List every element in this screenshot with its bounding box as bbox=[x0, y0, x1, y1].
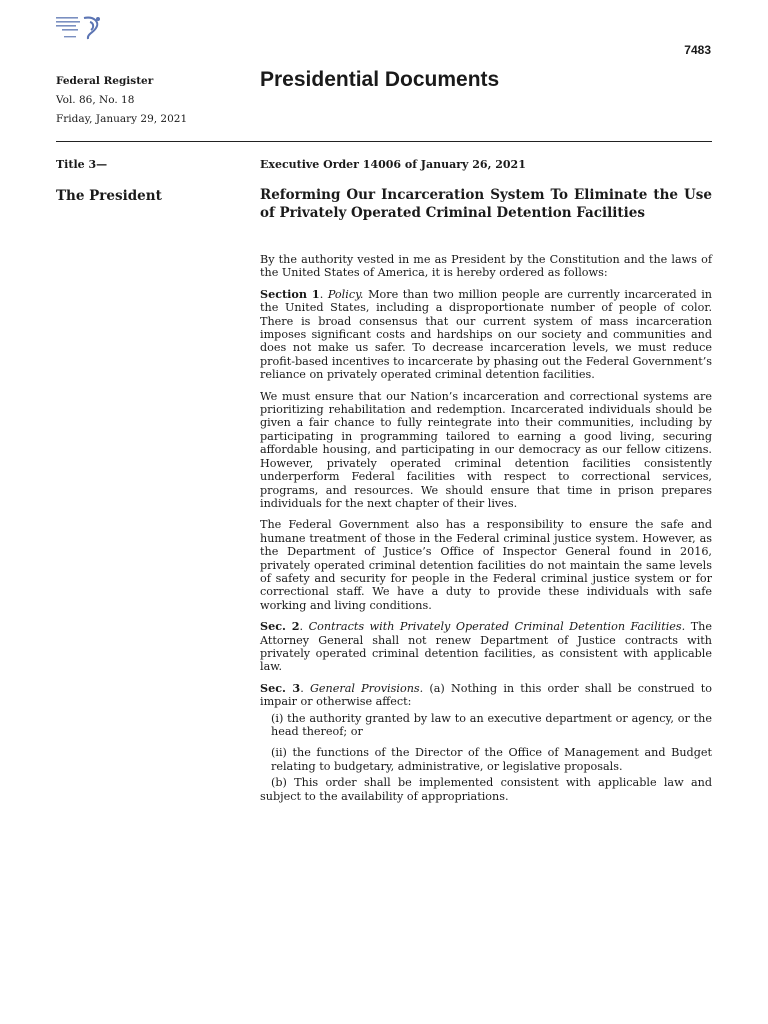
section-title: Presidential Documents bbox=[260, 68, 500, 91]
gpo-authenticated-seal-icon bbox=[54, 14, 104, 42]
paragraph-2: We must ensure that our Nation’s incarceration and correctional systems are prioritizing rehabilitation and redemption. Incarcerated individuals should be given a fair chance to fully reintegrate into their communities, including by participating in programming tailored to earning a good living, securing affordable housing, and participating in our democracy as our fellow citizens. However, privately operated criminal detention facilities consistently underperform Federal facilities with respect to correctional services, programs, and resources. We should ensure that time in prison prepares individuals for the next chapter of their lives. bbox=[260, 389, 712, 510]
section-3-item-ii: (ii) the functions of the Director of the Office of Management and Budget relating to budgetary, administrative, or legislative proposals. bbox=[271, 746, 712, 773]
section-3-item-b: (b) This order shall be implemented consistent with applicable law and subject to the availability of appropriations. bbox=[260, 776, 712, 803]
register-meta bbox=[56, 72, 187, 129]
section-2-label: Sec. 2 bbox=[260, 619, 300, 634]
section-2-text: The Attorney General shall not renew Department of Justice contracts with privately operated criminal detention facilities, as consistent with applicable law. bbox=[260, 620, 712, 674]
section-3-item-i: (i) the authority granted by law to an executive department or agency, or the head thereof; or bbox=[271, 711, 712, 738]
section-1-text: More than two million people are currently incarcerated in the United States, including a disproportionate number of people of color. There is broad consensus that our current system of mass incarceration imposes significant costs and hardships on our society and communities and does not make us safer. To decrease incarceration levels, we must reduce profit-based incentives to incarcerate by phasing out the Federal Government’s reliance on privately operated criminal detention facilities. bbox=[260, 287, 712, 382]
title-label: Title 3— bbox=[56, 158, 108, 171]
order-body bbox=[260, 253, 712, 811]
register-name: Federal Register bbox=[56, 75, 154, 87]
volume-line: Vol. 86, No. 18 bbox=[56, 94, 135, 106]
subject-label: The President bbox=[56, 188, 162, 204]
section-2: Sec. 2. Contracts with Privately Operated Criminal Detention Facilities. The Attorney General shall not renew Department of Justice contracts with privately operated criminal detention facilities, as consistent with applicable law. bbox=[260, 619, 712, 674]
section-3-text: (a) Nothing in this order shall be construed to impair or otherwise affect: bbox=[260, 681, 712, 709]
section-1-label: Section 1 bbox=[260, 286, 320, 301]
paragraph-3: The Federal Government also has a responsibility to ensure the safe and humane treatment of those in the Federal criminal justice system. However, as the Department of Justice’s Office of Inspector General found in 2016, privately operated criminal detention facilities do not maintain the same levels of safety and security for people in the Federal criminal justice system or for correctional staff. We have a duty to provide these individuals with safe working and living conditions. bbox=[260, 518, 712, 612]
order-label: Executive Order 14006 of January 26, 2021 bbox=[260, 158, 526, 171]
date-line: Friday, January 29, 2021 bbox=[56, 113, 188, 125]
section-1-title: Policy. bbox=[327, 287, 364, 301]
section-1: Section 1. Policy. More than two million people are currently incarcerated in the United States, including a disproportionate number of people of color. There is broad consensus that our current system of mass incarceration imposes significant costs and hardships on our society and communities and does not make us safer. To decrease incarceration levels, we must reduce profit-based incentives to incarcerate by phasing out the Federal Government’s reliance on privately operated criminal detention facilities. bbox=[260, 286, 712, 382]
preamble: By the authority vested in me as President by the Constitution and the laws of the United States of America, it is hereby ordered as follows: bbox=[260, 253, 712, 280]
section-2-title: Contracts with Privately Operated Criminal Detention Facilities. bbox=[308, 620, 686, 634]
page-number: 7483 bbox=[684, 43, 711, 57]
header-divider bbox=[56, 141, 712, 142]
section-3: Sec. 3. General Provisions. (a) Nothing in this order shall be construed to impair or otherwise affect: bbox=[260, 680, 712, 709]
section-3-label: Sec. 3 bbox=[260, 680, 301, 695]
order-heading: Reforming Our Incarceration System To Eliminate the Use of Privately Operated Criminal Detention Facilities bbox=[260, 187, 712, 221]
section-3-title: General Provisions. bbox=[309, 681, 424, 695]
